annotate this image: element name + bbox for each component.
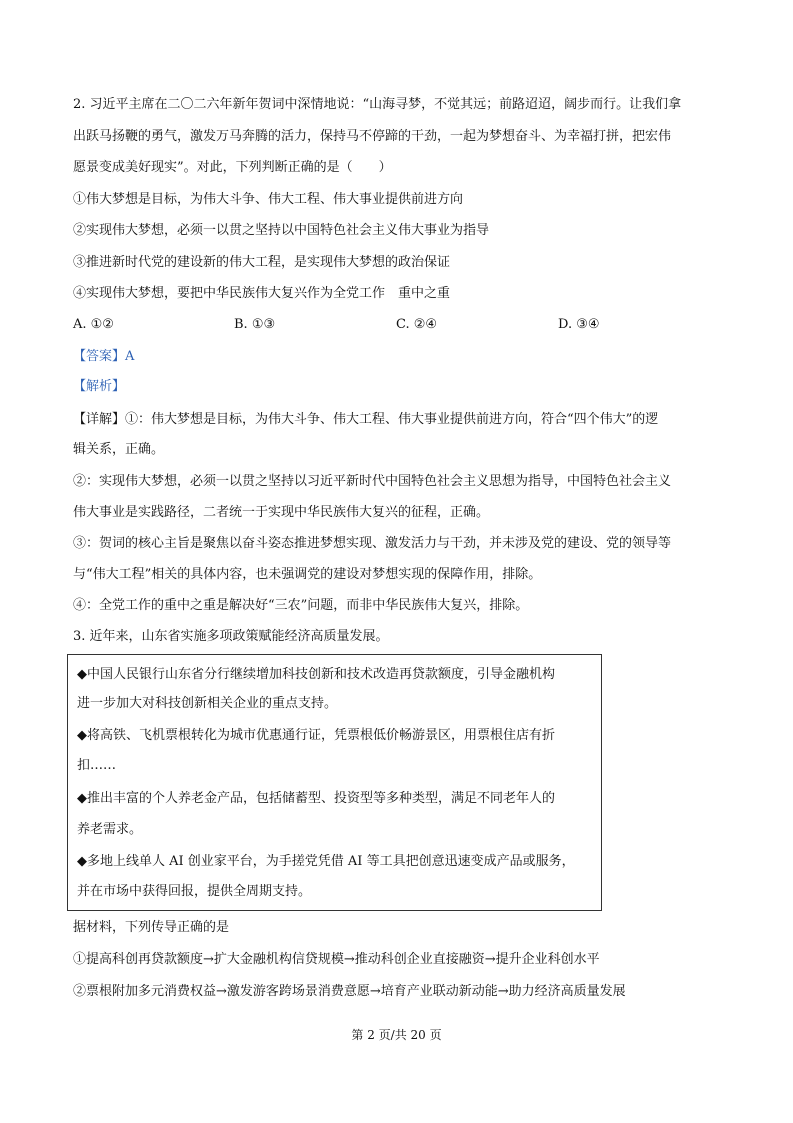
q3-box-line-3: ◆将高铁、飞机票根转化为城市优惠通行证，凭票根低价畅游景区，用票根住店有折 — [77, 728, 555, 743]
q2-option-b: B. ①③ — [234, 317, 276, 332]
q2-answer: 【答案】A — [73, 349, 135, 364]
q2-analysis-tag: 【解析】 — [73, 379, 126, 394]
q3-box-line-2: 进一步加大对科技创新相关企业的重点支持。 — [77, 696, 338, 711]
q3-chain-1: ①提高科创再贷款额度→扩大金融机构信贷规模→推动科创企业直接融资→提升企业科创水平 — [73, 952, 600, 967]
page-footer: 第 2 页/共 20 页 — [351, 1028, 442, 1042]
q2-detail-line-1: 【详解】①：伟大梦想是目标，为伟大斗争、伟大工程、伟大事业提供前进方向，符合“四个伟大”的逻 — [73, 412, 659, 427]
q3-box-line-4: 扣…… — [77, 758, 117, 773]
q2-statement-2: ②实现伟大梦想，必须一以贯之坚持以中国特色社会主义伟大事业为指导 — [73, 223, 490, 238]
q2-stem-line-3: 愿景变成美好现实”。对此，下列判断正确的是（ ） — [73, 160, 392, 175]
q3-material-box — [67, 654, 602, 911]
q2-option-a: A. ①② — [73, 317, 114, 332]
q3-question: 据材料，下列传导正确的是 — [73, 920, 230, 935]
q3-box-line-6: 养老需求。 — [77, 822, 143, 837]
q2-detail-line-7: ④：全党工作的重中之重是解决好“三农”问题，而非中华民族伟大复兴，排除。 — [73, 598, 529, 613]
q3-box-line-5: ◆推出丰富的个人养老金产品，包括储蓄型、投资型等多种类型，满足不同老年人的 — [77, 791, 555, 806]
q2-option-d: D. ③④ — [558, 317, 600, 332]
q2-detail-line-4: 伟大事业是实践路径，二者统一于实现中华民族伟大复兴的征程，正确。 — [73, 505, 490, 520]
q2-detail-line-3: ②：实现伟大梦想，必须一以贯之坚持以习近平新时代中国特色社会主义思想为指导，中国特色社会主义 — [73, 474, 672, 489]
q2-detail-line-6: 与“伟大工程”相关的具体内容，也未强调党的建设对梦想实现的保障作用，排除。 — [73, 567, 542, 582]
q2-statement-1: ①伟大梦想是目标，为伟大斗争、伟大工程、伟大事业提供前进方向 — [73, 192, 464, 207]
q3-box-line-7: ◆多地上线单人 AI 创业家平台，为手搓党凭借 AI 等工具把创意迅速变成产品或服务， — [77, 854, 575, 869]
q3-box-line-8: 并在市场中获得回报，提供全周期支持。 — [77, 884, 312, 899]
q2-statement-3: ③推进新时代党的建设新的伟大工程，是实现伟大梦想的政治保证 — [73, 255, 451, 270]
q2-stem-line-2: 出跃马扬鞭的勇气，激发万马奔腾的活力，保持马不停蹄的干劲，一起为梦想奋斗、为幸福打拼，把宏伟 — [73, 129, 672, 144]
q3-box-line-1: ◆中国人民银行山东省分行继续增加科技创新和技术改造再贷款额度，引导金融机构 — [77, 667, 555, 682]
q2-statement-4: ④实现伟大梦想，要把中华民族伟大复兴作为全党工作 重中之重 — [73, 286, 451, 301]
q2-detail-line-5: ③：贺词的核心主旨是聚焦以奋斗姿态推进梦想实现、激发活力与干劲，并未涉及党的建设、党的领导等 — [73, 536, 672, 551]
q2-detail-line-2: 辑关系，正确。 — [73, 442, 165, 457]
q3-stem: 3. 近年来，山东省实施多项政策赋能经济高质量发展。 — [73, 629, 389, 644]
q2-option-c: C. ②④ — [396, 317, 438, 332]
q3-chain-2: ②票根附加多元消费权益→激发游客跨场景消费意愿→培育产业联动新动能→助力经济高质量发展 — [73, 984, 626, 999]
q2-stem-line-1: 2. 习近平主席在二〇二六年新年贺词中深情地说：“山海寻梦，不觉其远；前路迢迢，阔步而行。让我们拿 — [73, 97, 682, 112]
